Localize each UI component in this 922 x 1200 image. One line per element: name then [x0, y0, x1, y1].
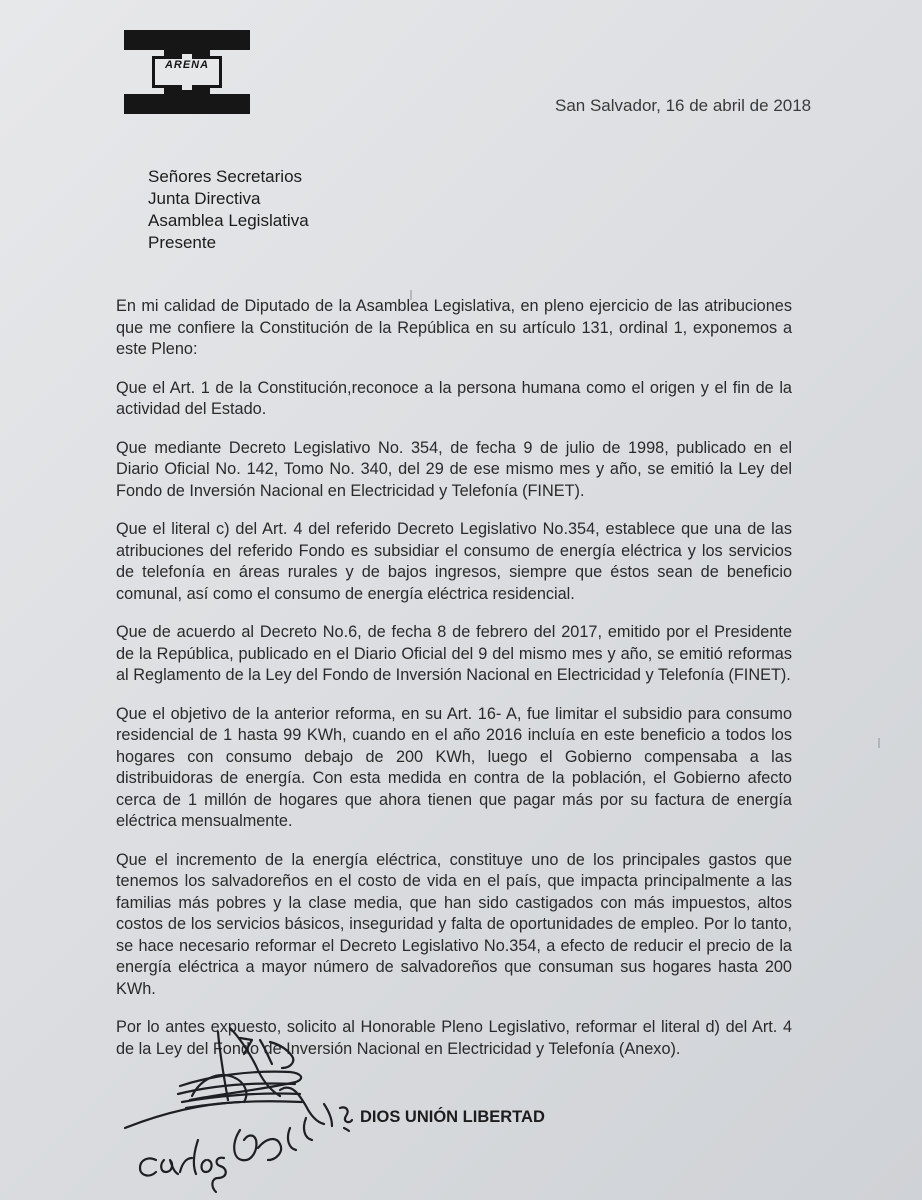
arena-logo	[124, 30, 250, 114]
body-paragraph: Que el objetivo de la anterior reforma, en su Art. 16- A, fue limitar el subsidio para consumo residencial de 1 hasta 99 KWh, cuando en el año 2016 incluía en este beneficio a todos los hogares con consumo debajo de 200 KWh, luego el Gobierno compensaba a las distribuidoras de energía. Con esta medida en contra de la población, el Gobierno afecto cerca de 1 millón de hogares que ahora tienen que pagar más por su factura de energía eléctrica mensualmente.	[116, 704, 792, 830]
paper-mark	[878, 738, 880, 748]
body-paragraph: En mi calidad de Diputado de la Asamblea Legislativa, en pleno ejercicio de las atribuciones que me confiere la Constitución de la República en su artículo 131, ordinal 1, exponemos a este Pleno:	[116, 297, 792, 358]
body-paragraph: Que el literal c) del Art. 4 del referido Decreto Legislativo No.354, establece que una de las atribuciones del referido Fondo es subsidiar el consumo de energía eléctrica y los servicios de telefonía en áreas rurales y de bajos ingresos, siempre que éstos sean de beneficio comunal, así como el consumo de energía eléctrica residencial.	[116, 520, 792, 603]
body-paragraph: Por lo antes expuesto, solicito al Honorable Pleno Legislativo, reformar el literal d) del Art. 4 de la Ley del Fondo de Inversión Nacional en Electricidad y Telefonía (Anexo).	[116, 1018, 792, 1058]
letter-date: San Salvador, 16 de abril de 2018	[555, 96, 812, 115]
arena-logo-text: ARENA	[164, 59, 210, 71]
recipient-block	[148, 166, 309, 254]
body-paragraph: Que mediante Decreto Legislativo No. 354, de fecha 9 de julio de 1998, publicado en el Diario Oficial No. 142, Tomo No. 340, del 29 de ese mismo mes y año, se emitió la Ley del Fondo de Inversión Nacional en Electricidad y Telefonía (FINET).	[116, 438, 792, 500]
body-paragraph: Que el Art. 1 de la Constitución,reconoce a la persona humana como el origen y el fin de la actividad del Estado.	[116, 378, 792, 418]
body-paragraph: Que de acuerdo al Decreto No.6, de fecha 8 de febrero del 2017, emitido por el Presidente de la República, publicado en el Diario Oficial del 9 del mismo mes y año, se emitió reformas al Reglamento de la Ley del Fondo de Inversión Nacional en Electricidad y Telefonía (FINET).	[116, 623, 792, 684]
recipient-line: Señores Secretarios	[148, 167, 303, 186]
closing-motto: DIOS UNIÓN LIBERTAD	[360, 1108, 545, 1126]
letter-body	[116, 296, 792, 1077]
body-paragraph: Que el incremento de la energía eléctrica, constituye uno de los principales gastos que tenemos los salvadoreños en el costo de vida en el país, que impacta principalmente a las familias más pobres y la clase media, que han sido castigados con más impuestos, altos costos de los servicios básicos, inseguridad y falta de oportunidades de empleo. Por lo tanto, se hace necesario reformar el Decreto Legislativo No.354, a efecto de reducir el precio de la energía eléctrica a mayor número de salvadoreños que consuman sus hogares hasta 200 KWh.	[116, 850, 792, 998]
handwritten-signature	[120, 1010, 370, 1195]
recipient-line: Presente	[148, 233, 217, 252]
recipient-line: Asamblea Legislativa	[148, 211, 309, 230]
recipient-line: Junta Directiva	[148, 189, 261, 208]
